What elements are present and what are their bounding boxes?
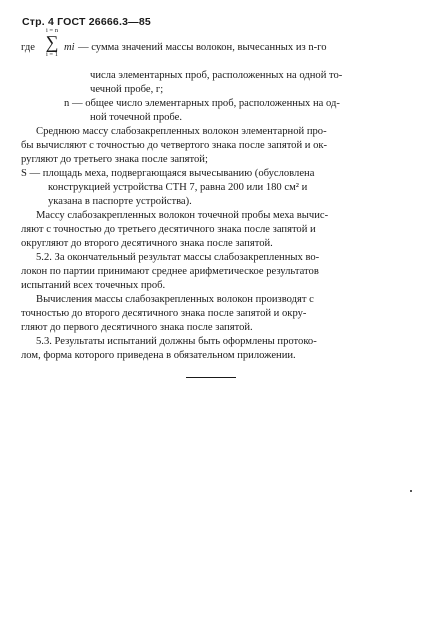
text-line: n — общее число элементарных проб, расположенных на од- [64,98,340,109]
text-line: чечной пробе, г; [90,84,164,95]
text-line: бы вычисляют с точностью до четвертого знака после запятой и ок- [21,140,328,151]
text-line: испытаний всех точечных проб. [21,280,166,291]
sum-upper-limit: i = n [46,27,58,34]
summation [43,27,61,58]
text-line: точностью до второго десятичного знака после запятой и окру- [21,308,307,319]
end-rule [186,377,236,378]
text-line: ной точечной пробе. [90,112,183,123]
scan-speck [410,490,412,492]
text-line: конструкцией устройства СТН 7, равна 200 или 180 см² и [48,182,308,193]
sum-symbol: ∑ [45,32,59,52]
where-word: где [21,42,35,53]
text-line: Среднюю массу слабозакрепленных волокон элементарной про- [36,126,327,137]
text-line: Массу слабозакрепленных волокон точечной пробы меха вычис- [36,210,329,221]
text-line: локон по партии принимают среднее арифметическое результатов [21,266,319,277]
text-line: указана в паспорте устройства). [48,196,192,207]
text-line: округляют до второго десятичного знака после запятой. [21,238,273,249]
text-line: лом, форма которого приведена в обязательном приложении. [21,350,296,361]
page-header: Стр. 4 ГОСТ 26666.3—85 [22,16,151,28]
text-line: Вычисления массы слабозакрепленных волокон производят с [36,294,314,305]
text-line: гляют до первого десятичного знака после запятой. [21,322,253,333]
text-line: 5.2. За окончательный результат массы слабозакрепленных во- [36,252,320,263]
text-line: — сумма значений массы волокон, вычесанных из n-го [78,42,327,53]
text-line: ляют с точностью до третьего десятичного знака после запятой и [21,224,316,235]
text-line: числа элементарных проб, расположенных на одной то- [90,70,343,81]
text-line: ругляют до третьего знака после запятой; [21,154,208,165]
text-line: 5.3. Результаты испытаний должны быть оформлены протоко- [36,336,317,347]
sum-lower-limit: i = 1 [46,51,58,58]
text-line: S — площадь меха, подвергающаяся вычесыванию (обусловлена [21,168,315,179]
formula-variable: mi [64,42,75,53]
